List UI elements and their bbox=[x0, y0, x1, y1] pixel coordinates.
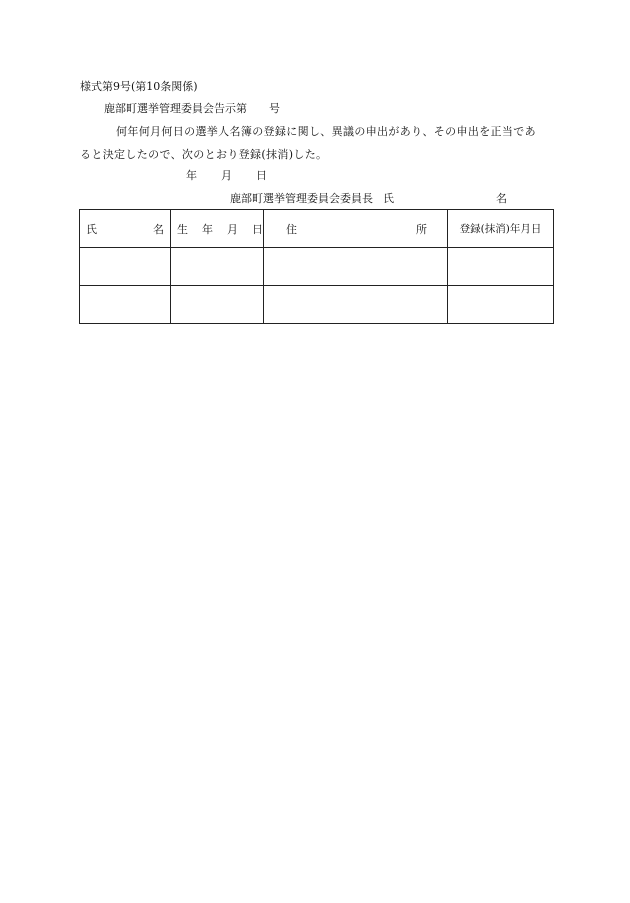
table-row bbox=[80, 286, 554, 324]
header-dob-char: 年 bbox=[202, 222, 213, 236]
header-dob bbox=[171, 210, 264, 248]
header-address-left: 住 bbox=[286, 222, 297, 236]
cell-registration bbox=[448, 286, 554, 324]
date-month: 月 bbox=[221, 169, 232, 182]
cell-name bbox=[80, 248, 171, 286]
signature-title: 鹿部町選挙管理委員会委員長 bbox=[230, 192, 373, 205]
header-registration-label: 登録(抹消)年月日 bbox=[459, 223, 542, 235]
cell-address bbox=[264, 286, 448, 324]
register-table bbox=[79, 209, 554, 324]
cell-name bbox=[80, 286, 171, 324]
header-address-right: 所 bbox=[416, 222, 427, 236]
header-address bbox=[264, 210, 448, 248]
signature-line bbox=[230, 192, 507, 206]
cell-registration bbox=[448, 248, 554, 286]
body-text-line-2: ると決定したので、次のとおり登録(抹消)した。 bbox=[80, 148, 328, 161]
date-line bbox=[186, 169, 267, 183]
header-dob-char: 生 bbox=[177, 222, 188, 236]
header-dob-char: 月 bbox=[227, 222, 238, 236]
cell-dob bbox=[171, 286, 264, 324]
notice-suffix: 号 bbox=[269, 102, 280, 115]
signature-shi: 氏 bbox=[383, 192, 394, 205]
form-number: 様式第9号(第10条関係) bbox=[80, 80, 198, 93]
cell-dob bbox=[171, 248, 264, 286]
signature-mei: 名 bbox=[496, 192, 507, 205]
table-row bbox=[80, 248, 554, 286]
cell-address bbox=[264, 248, 448, 286]
date-year: 年 bbox=[186, 169, 197, 182]
notice-number bbox=[104, 102, 280, 116]
header-registration bbox=[448, 210, 554, 248]
header-name bbox=[80, 210, 171, 248]
header-name-right: 名 bbox=[153, 222, 164, 236]
header-name-left: 氏 bbox=[86, 222, 97, 236]
notice-prefix: 鹿部町選挙管理委員会告示第 bbox=[104, 102, 247, 115]
table-header-row bbox=[80, 210, 554, 248]
date-day: 日 bbox=[256, 169, 267, 182]
header-dob-char: 日 bbox=[252, 222, 263, 236]
body-text-line-1: 何年何月何日の選挙人名簿の登録に関し、異議の申出があり、その申出を正当であ bbox=[116, 125, 536, 138]
